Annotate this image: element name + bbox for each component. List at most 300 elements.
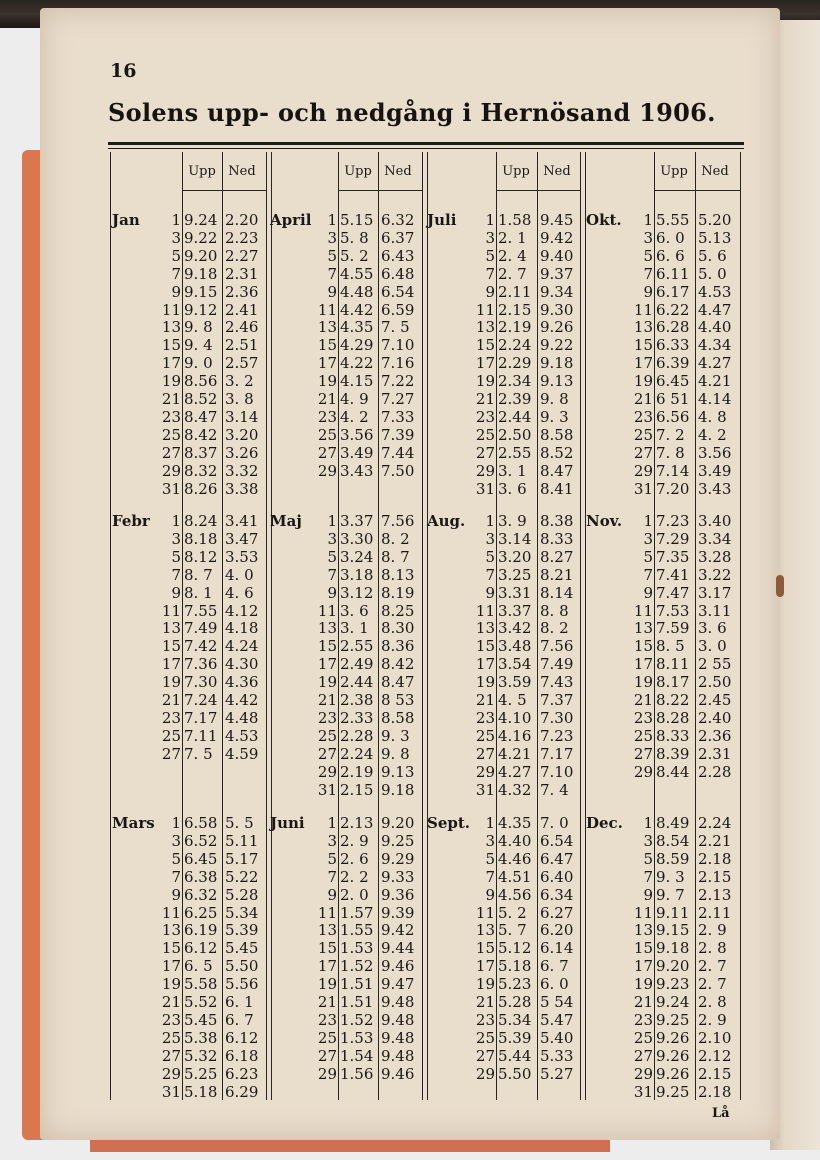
sunset-cell: 2. 9	[698, 921, 727, 940]
sunrise-cell: 3.31	[498, 583, 532, 602]
table-row	[586, 655, 746, 673]
sunset-cell: 6. 7	[225, 1010, 254, 1029]
sunrise-cell: 4.16	[498, 726, 532, 745]
table-row	[112, 939, 272, 957]
day-cell: 3	[485, 529, 495, 548]
sunrise-cell: 9.15	[656, 921, 690, 940]
month-label: Febr	[112, 512, 150, 530]
sunset-cell: 8.47	[381, 673, 415, 692]
sunrise-cell: 5.38	[184, 1028, 218, 1047]
table-row	[586, 548, 746, 566]
sunrise-cell: 3.24	[340, 547, 374, 566]
sunset-cell: 3. 6	[698, 619, 727, 638]
sunrise-cell: 7. 5	[184, 744, 213, 763]
sunrise-cell: 6.58	[184, 814, 218, 832]
sunset-cell: 2. 7	[698, 975, 727, 994]
sunset-cell: 3.17	[698, 583, 732, 602]
sunset-cell: 2.23	[225, 228, 259, 247]
sunrise-cell: 5.50	[498, 1064, 532, 1083]
day-cell: 17	[633, 354, 653, 373]
month-label: Juni	[270, 814, 305, 832]
sunset-cell: 8.41	[540, 479, 574, 498]
sunset-cell: 4.40	[698, 318, 732, 337]
sunrise-cell: 8.12	[184, 547, 218, 566]
sunset-cell: 6.54	[540, 831, 574, 850]
sunrise-cell: 2.19	[340, 762, 374, 781]
sunset-cell: 7.50	[381, 461, 415, 480]
sunrise-cell: 5.18	[184, 1082, 218, 1101]
day-cell: 11	[317, 601, 337, 620]
table-row	[270, 512, 430, 530]
table-row	[270, 850, 430, 868]
sunset-cell: 4. 6	[225, 583, 254, 602]
sunrise-cell: 9.26	[656, 1046, 690, 1065]
header-ned: Ned	[543, 164, 571, 179]
sunset-cell: 9. 8	[381, 744, 410, 763]
sunset-cell: 9.46	[381, 1064, 415, 1083]
day-cell: 25	[317, 1028, 337, 1047]
sunset-cell: 9.13	[540, 372, 574, 391]
sunrise-cell: 2.15	[498, 300, 532, 319]
sunrise-cell: 5.25	[184, 1064, 218, 1083]
day-cell: 11	[475, 601, 495, 620]
sunrise-cell: 6.28	[656, 318, 690, 337]
table-row	[427, 444, 587, 462]
table-row	[270, 1029, 430, 1047]
sunrise-cell: 8.18	[184, 529, 218, 548]
header-upp: Upp	[188, 164, 216, 179]
sunrise-cell: 7.42	[184, 637, 218, 656]
sunset-cell: 7.39	[381, 425, 415, 444]
table-row	[586, 512, 746, 530]
sunrise-cell: 4.48	[340, 282, 374, 301]
day-cell: 11	[633, 903, 653, 922]
table-row	[427, 602, 587, 620]
day-cell: 29	[475, 1064, 495, 1083]
table-row	[427, 709, 587, 727]
sunrise-cell: 7.11	[184, 726, 218, 745]
sunset-cell: 8.21	[540, 565, 574, 584]
table-row	[270, 408, 430, 426]
table-row	[112, 530, 272, 548]
day-cell: 17	[317, 957, 337, 976]
sunrise-cell: 2.29	[498, 354, 532, 373]
sunset-cell: 5.56	[225, 975, 259, 994]
sunrise-cell: 5. 8	[340, 228, 369, 247]
table-row	[112, 265, 272, 283]
day-cell: 9	[327, 583, 337, 602]
sunrise-cell: 9.22	[184, 228, 218, 247]
table-row	[112, 372, 272, 390]
sunrise-cell: 8.37	[184, 443, 218, 462]
table-row	[586, 619, 746, 637]
table-row	[427, 372, 587, 390]
table-row	[270, 318, 430, 336]
table-row	[112, 619, 272, 637]
day-cell: 19	[161, 372, 181, 391]
table-row	[270, 602, 430, 620]
sunrise-cell: 2.55	[498, 443, 532, 462]
sunrise-cell: 8.47	[184, 407, 218, 426]
sunrise-cell: 5.32	[184, 1046, 218, 1065]
sunset-cell: 9.48	[381, 1028, 415, 1047]
day-cell: 13	[317, 318, 337, 337]
day-cell: 11	[161, 903, 181, 922]
sunrise-cell: 3.42	[498, 619, 532, 638]
day-cell: 27	[633, 1046, 653, 1065]
month-label: April	[270, 211, 312, 229]
sunset-cell: 6.18	[225, 1046, 259, 1065]
table-row	[427, 354, 587, 372]
table-row	[427, 1065, 587, 1083]
sunset-cell: 5.11	[225, 831, 259, 850]
day-cell: 23	[161, 1010, 181, 1029]
sunset-cell: 8 53	[381, 691, 415, 709]
sunrise-cell: 9.26	[656, 1028, 690, 1047]
day-cell: 25	[475, 425, 495, 444]
sunrise-cell: 7.24	[184, 691, 218, 709]
table-row	[427, 904, 587, 922]
sunrise-cell: 5.15	[340, 211, 374, 229]
table-row	[112, 584, 272, 602]
table-row	[112, 850, 272, 868]
day-cell: 15	[317, 336, 337, 355]
sunset-cell: 9. 3	[381, 726, 410, 745]
table-row	[586, 390, 746, 408]
day-cell: 25	[161, 726, 181, 745]
table-row	[112, 1083, 272, 1101]
sunrise-cell: 2. 9	[340, 831, 369, 850]
table-row	[270, 868, 430, 886]
sunset-cell: 2. 9	[698, 1010, 727, 1029]
sunset-cell: 7.33	[381, 407, 415, 426]
sunset-cell: 7.17	[540, 744, 574, 763]
sunrise-cell: 1.56	[340, 1064, 374, 1083]
table-row	[586, 584, 746, 602]
sunset-cell: 7.37	[540, 691, 574, 709]
sunset-cell: 3. 0	[698, 637, 727, 656]
table-row	[427, 886, 587, 904]
sunset-cell: 9.29	[381, 849, 415, 868]
day-cell: 3	[171, 228, 181, 247]
table-row	[586, 745, 746, 763]
day-cell: 21	[317, 390, 337, 408]
sunset-cell: 7.44	[381, 443, 415, 462]
day-cell: 17	[633, 655, 653, 674]
sunrise-cell: 7.55	[184, 601, 218, 620]
sunset-cell: 6.29	[225, 1082, 259, 1101]
table-row	[112, 548, 272, 566]
table-row	[270, 904, 430, 922]
sunset-cell: 9.37	[540, 264, 574, 283]
day-cell: 25	[317, 726, 337, 745]
sunset-cell: 8. 2	[540, 619, 569, 638]
table-row	[427, 336, 587, 354]
day-cell: 5	[643, 547, 653, 566]
sunrise-cell: 4.15	[340, 372, 374, 391]
sunrise-cell: 8. 1	[184, 583, 213, 602]
sunrise-cell: 8.49	[656, 814, 690, 832]
day-cell: 19	[317, 372, 337, 391]
sunset-cell: 2.40	[698, 708, 732, 727]
table-row	[427, 921, 587, 939]
day-cell: 27	[161, 744, 181, 763]
day-cell: 31	[475, 780, 495, 799]
table-row	[586, 408, 746, 426]
table-row	[427, 530, 587, 548]
table-row	[427, 781, 587, 799]
day-cell: 3	[643, 228, 653, 247]
sunrise-cell: 7.35	[656, 547, 690, 566]
sunrise-cell: 8.59	[656, 849, 690, 868]
sunset-cell: 2. 7	[698, 957, 727, 976]
sunset-cell: 3.40	[698, 512, 732, 530]
sunrise-cell: 2.50	[498, 425, 532, 444]
sunrise-cell: 7. 2	[656, 425, 685, 444]
sunrise-cell: 2.44	[498, 407, 532, 426]
sunset-cell: 4.18	[225, 619, 259, 638]
table-row	[112, 512, 272, 530]
day-cell: 19	[317, 673, 337, 692]
sunrise-cell: 7.36	[184, 655, 218, 674]
table-row	[427, 229, 587, 247]
table-row	[586, 247, 746, 265]
day-cell: 13	[633, 921, 653, 940]
day-cell: 21	[475, 390, 495, 408]
sunrise-cell: 2.24	[498, 336, 532, 355]
day-cell: 27	[317, 1046, 337, 1065]
table-row	[427, 566, 587, 584]
day-cell: 23	[317, 708, 337, 727]
sunset-cell: 2.20	[225, 211, 259, 229]
table-row	[586, 1047, 746, 1065]
table-row	[112, 745, 272, 763]
sunset-cell: 2.28	[698, 762, 732, 781]
sunrise-cell: 2.39	[498, 390, 532, 408]
sunset-cell: 9.18	[381, 780, 415, 799]
table-row	[270, 673, 430, 691]
day-cell: 13	[161, 318, 181, 337]
day-cell: 27	[475, 443, 495, 462]
day-cell: 9	[643, 885, 653, 904]
day-cell: 27	[633, 443, 653, 462]
month-label: Aug.	[427, 512, 466, 530]
sunrise-cell: 1.51	[340, 975, 374, 994]
header-ned: Ned	[701, 164, 729, 179]
header-underline	[654, 190, 740, 191]
header-ned: Ned	[228, 164, 256, 179]
sunrise-cell: 9.26	[656, 1064, 690, 1083]
table-row	[270, 584, 430, 602]
sunrise-cell: 9.20	[184, 246, 218, 265]
header-underline	[182, 190, 266, 191]
day-cell: 19	[475, 673, 495, 692]
table-row	[586, 211, 746, 229]
day-cell: 11	[633, 300, 653, 319]
sunset-cell: 9.39	[381, 903, 415, 922]
table-row	[270, 247, 430, 265]
table-row	[586, 530, 746, 548]
table-row	[427, 247, 587, 265]
day-cell: 27	[475, 744, 495, 763]
day-cell: 9	[171, 282, 181, 301]
sunrise-cell: 5.34	[498, 1010, 532, 1029]
sunset-cell: 5.40	[540, 1028, 574, 1047]
day-cell: 21	[633, 993, 653, 1011]
sunrise-cell: 7.14	[656, 461, 690, 480]
sunrise-cell: 6. 0	[656, 228, 685, 247]
sunset-cell: 4.36	[225, 673, 259, 692]
sunset-cell: 9.36	[381, 885, 415, 904]
sunrise-cell: 5.12	[498, 939, 532, 958]
day-cell: 3	[485, 831, 495, 850]
sunset-cell: 2.24	[698, 814, 732, 832]
sunrise-cell: 2.55	[340, 637, 374, 656]
table-row	[586, 354, 746, 372]
day-cell: 7	[327, 264, 337, 283]
sunrise-cell: 3. 9	[498, 512, 527, 530]
day-cell: 19	[317, 975, 337, 994]
sunset-cell: 2. 8	[698, 993, 727, 1011]
sunset-cell: 3.22	[698, 565, 732, 584]
table-row	[427, 1029, 587, 1047]
table-row	[586, 1083, 746, 1101]
sunrise-cell: 4. 2	[340, 407, 369, 426]
sunrise-cell: 6.22	[656, 300, 690, 319]
day-cell: 3	[327, 529, 337, 548]
sunrise-cell: 2.15	[340, 780, 374, 799]
table-row	[427, 814, 587, 832]
sunset-cell: 3.43	[698, 479, 732, 498]
day-cell: 17	[161, 354, 181, 373]
table-row	[270, 354, 430, 372]
sunrise-cell: 2. 1	[498, 228, 527, 247]
sunrise-cell: 8.26	[184, 479, 218, 498]
sunset-cell: 3.28	[698, 547, 732, 566]
sunrise-cell: 2. 2	[340, 867, 369, 886]
sunset-cell: 9. 8	[540, 390, 569, 408]
sunrise-cell: 5.44	[498, 1046, 532, 1065]
sunrise-cell: 7.49	[184, 619, 218, 638]
day-cell: 27	[633, 744, 653, 763]
sunset-cell: 8.36	[381, 637, 415, 656]
table-row	[270, 975, 430, 993]
sunrise-cell: 8.22	[656, 691, 690, 709]
sunrise-cell: 6 51	[656, 390, 690, 408]
sunset-cell: 2.31	[225, 264, 259, 283]
table-row	[112, 566, 272, 584]
table-row	[112, 1047, 272, 1065]
day-cell: 23	[317, 1010, 337, 1029]
day-cell: 7	[171, 565, 181, 584]
day-cell: 7	[327, 565, 337, 584]
table-row	[112, 247, 272, 265]
sunrise-cell: 7.17	[184, 708, 218, 727]
sunrise-cell: 7.41	[656, 565, 690, 584]
sunset-cell: 5.34	[225, 903, 259, 922]
sunset-cell: 2.51	[225, 336, 259, 355]
sunset-cell: 6.20	[540, 921, 574, 940]
sunrise-cell: 9. 8	[184, 318, 213, 337]
sunrise-cell: 3.20	[498, 547, 532, 566]
sunrise-cell: 8. 7	[184, 565, 213, 584]
sunrise-cell: 7.20	[656, 479, 690, 498]
day-cell: 13	[475, 318, 495, 337]
sunrise-cell: 8.44	[656, 762, 690, 781]
day-cell: 9	[485, 583, 495, 602]
day-cell: 7	[485, 565, 495, 584]
table-row	[586, 1011, 746, 1029]
table-row	[586, 265, 746, 283]
table-row	[112, 1011, 272, 1029]
sunrise-cell: 1.53	[340, 939, 374, 958]
sunrise-cell: 4.21	[498, 744, 532, 763]
table-row	[112, 390, 272, 408]
table-row	[427, 283, 587, 301]
sunset-cell: 6. 7	[540, 957, 569, 976]
sunrise-cell: 2.24	[340, 744, 374, 763]
sunset-cell: 4.42	[225, 691, 259, 709]
sunset-cell: 3.34	[698, 529, 732, 548]
sunset-cell: 8. 8	[540, 601, 569, 620]
day-cell: 15	[317, 637, 337, 656]
table-row	[112, 354, 272, 372]
sunrise-cell: 2.38	[340, 691, 374, 709]
day-cell: 21	[475, 691, 495, 709]
sunset-cell: 6.40	[540, 867, 574, 886]
sunset-cell: 8.13	[381, 565, 415, 584]
table-row	[112, 318, 272, 336]
sunrise-cell: 4.32	[498, 780, 532, 799]
sunset-cell: 8.30	[381, 619, 415, 638]
table-row	[427, 763, 587, 781]
sunrise-cell: 9.20	[656, 957, 690, 976]
table-row	[427, 993, 587, 1011]
table-row	[270, 637, 430, 655]
table-row	[112, 283, 272, 301]
table-row	[112, 886, 272, 904]
sunset-cell: 6.32	[381, 211, 415, 229]
catchword: Lå	[712, 1106, 730, 1121]
month-label: Dec.	[586, 814, 623, 832]
day-cell: 21	[633, 390, 653, 408]
day-cell: 29	[317, 762, 337, 781]
day-cell: 13	[317, 619, 337, 638]
sunrise-cell: 6. 5	[184, 957, 213, 976]
day-cell: 7	[643, 867, 653, 886]
table-row	[586, 921, 746, 939]
sunset-cell: 4.53	[225, 726, 259, 745]
table-row	[270, 566, 430, 584]
table-row	[586, 372, 746, 390]
sunrise-cell: 4.51	[498, 867, 532, 886]
sunset-cell: 9.42	[540, 228, 574, 247]
sunrise-cell: 9. 3	[656, 867, 685, 886]
day-cell: 17	[475, 957, 495, 976]
day-cell: 13	[633, 318, 653, 337]
table-row	[586, 301, 746, 319]
day-cell: 27	[161, 1046, 181, 1065]
table-row	[427, 939, 587, 957]
table-row	[427, 265, 587, 283]
day-cell: 15	[633, 637, 653, 656]
sunset-cell: 3.53	[225, 547, 259, 566]
sunset-cell: 6.34	[540, 885, 574, 904]
sunset-cell: 3.20	[225, 425, 259, 444]
month-label: Okt.	[586, 211, 622, 229]
table-row	[112, 1029, 272, 1047]
sunrise-cell: 3.56	[340, 425, 374, 444]
